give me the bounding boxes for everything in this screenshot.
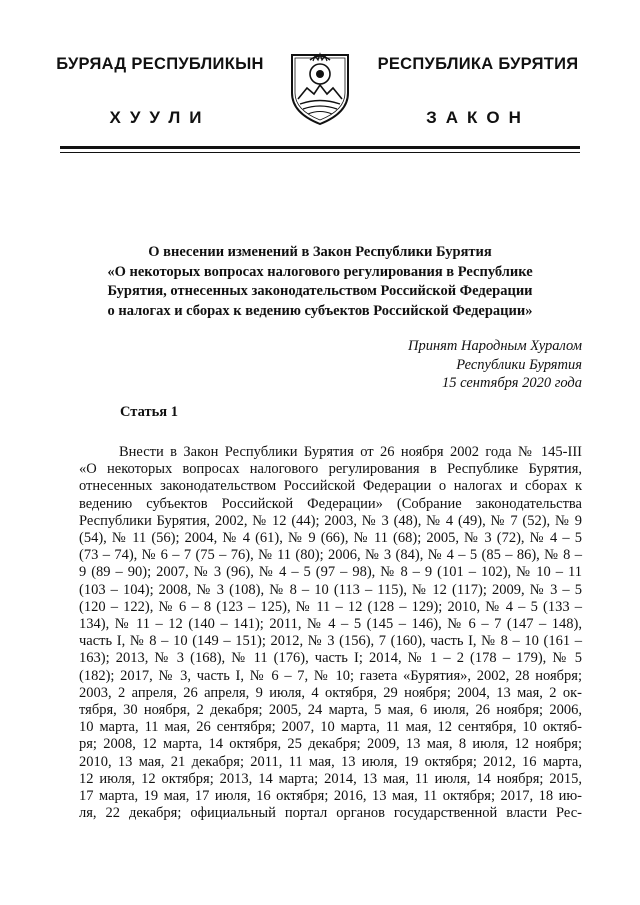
body-line: Внести в Закон Республики Бурятия от 26 ноября 2002 года № 145-III — [119, 444, 582, 460]
header-divider-thick — [60, 146, 580, 149]
body-line: (103 – 104); 2008, № 3 (108), № 8 – 10 (113 – 115), № 12 (117); 2009, № 3 – 5 — [79, 581, 582, 598]
body-line: «О некоторых вопросах налогового регулирования в Республике Бурятия, — [79, 461, 582, 478]
adoption-note-line: 15 сентября 2020 года — [441, 375, 582, 391]
law-title — [70, 243, 570, 321]
header-left-type: ХУУЛИ — [109, 108, 211, 127]
body-line: 134), № 11 – 12 (140 – 141); 2011, № 4 – 5 (145 – 146), № 6 – 7 (147 – 148), — [79, 616, 582, 633]
header-right-type: ЗАКОН — [426, 108, 530, 127]
body-line: 2003, 2 апреля, 26 апреля, 9 июля, 4 октября, 29 ноября; 2004, 13 мая, 2 ок- — [79, 684, 582, 701]
body-line: 2010, 13 мая, 21 декабря; 2011, 11 мая, 13 июля, 19 октября; 2012, 16 марта, — [79, 753, 582, 770]
body-line: 9 (89 – 90); 2007, № 3 (96), № 4 – 5 (97 – 98), № 8 – 9 (101 – 102), № 10 – 11 — [79, 564, 582, 581]
article-heading: Статья 1 — [120, 404, 178, 420]
body-line: ря; 2008, 12 марта, 14 октября, 25 декабря; 2009, 13 мая, 8 июля, 12 ноября; — [79, 736, 582, 753]
header-right-name: РЕСПУБЛИКА БУРЯТИЯ — [377, 55, 579, 73]
body-line: 12 июля, 12 октября; 2013, 14 марта; 2014, 13 мая, 11 июля, 14 ноября; 2015, — [79, 770, 582, 787]
body-line: тября, 30 ноября, 2 декабря; 2005, 24 марта, 5 мая, 6 июля, 26 ноября; 2006, — [79, 702, 582, 719]
body-line: 17 марта, 19 мая, 17 июля, 16 октября; 2016, 13 мая, 11 октября; 2017, 18 ию- — [79, 788, 582, 805]
header-left-name: БУРЯАД РЕСПУБЛИКЫН — [56, 55, 264, 73]
body-line: Республики Бурятия, 2002, № 12 (44); 2003, № 3 (48), № 4 (49), № 7 (52), № 9 — [79, 512, 582, 529]
adoption-note — [408, 337, 582, 393]
law-title-line: О внесении изменений в Закон Республики Бурятия — [148, 244, 492, 260]
body-line: ля, 22 декабря; официальный портал органов государственной власти Рес- — [79, 805, 582, 822]
body-line: (182); 2017, № 3, часть I, № 6 – 7, № 10; газета «Бурятия», 2002, 28 ноября; — [79, 667, 582, 684]
law-title-line: Бурятия, отнесенных законодательством Российской Федерации — [107, 283, 533, 299]
coat-of-arms-icon — [287, 47, 353, 127]
body-line: часть I, № 8 – 10 (149 – 151); 2012, № 3 (156), 7 (160), часть I, № 8 – 10 (161 – — [79, 633, 582, 650]
body-line: ведению субъектов Российской Федерации» (Собрание законодательства — [79, 495, 582, 512]
body-line: (73 – 74), № 6 – 7 (75 – 76), № 11 (80); 2006, № 3 (84), № 4 – 5 (85 – 86), № 8 – — [79, 547, 582, 564]
body-line: (54), № 11 (56); 2004, № 4 (61), № 9 (66), № 11 (68); 2005, № 3 (72), № 4 – 5 — [79, 530, 582, 547]
adoption-note-line: Принят Народным Хуралом — [407, 338, 582, 354]
header-divider-thin — [60, 152, 580, 153]
adoption-note-line: Республики Бурятия — [456, 356, 582, 373]
body-line: (120 – 122), № 6 – 8 (123 – 125), № 11 – 12 (128 – 129); 2010, № 4 – 5 (133 – — [79, 598, 582, 615]
law-title-line: о налогах и сборах к ведению субъектов Российской Федерации» — [107, 302, 533, 319]
body-line: 10 марта, 11 мая, 26 сентября; 2007, 10 марта, 11 мая, 12 сентября, 10 октяб- — [79, 719, 582, 736]
body-line: отнесенных законодательством Российской Федерации о налогах и сборах к — [79, 478, 582, 495]
law-title-line: «О некоторых вопросах налогового регулирования в Республике — [107, 263, 533, 280]
body-line: 163); 2013, № 3 (168), № 11 (176), часть I; 2014, № 1 – 2 (178 – 179), № 5 — [79, 650, 582, 667]
article-body — [79, 444, 582, 822]
